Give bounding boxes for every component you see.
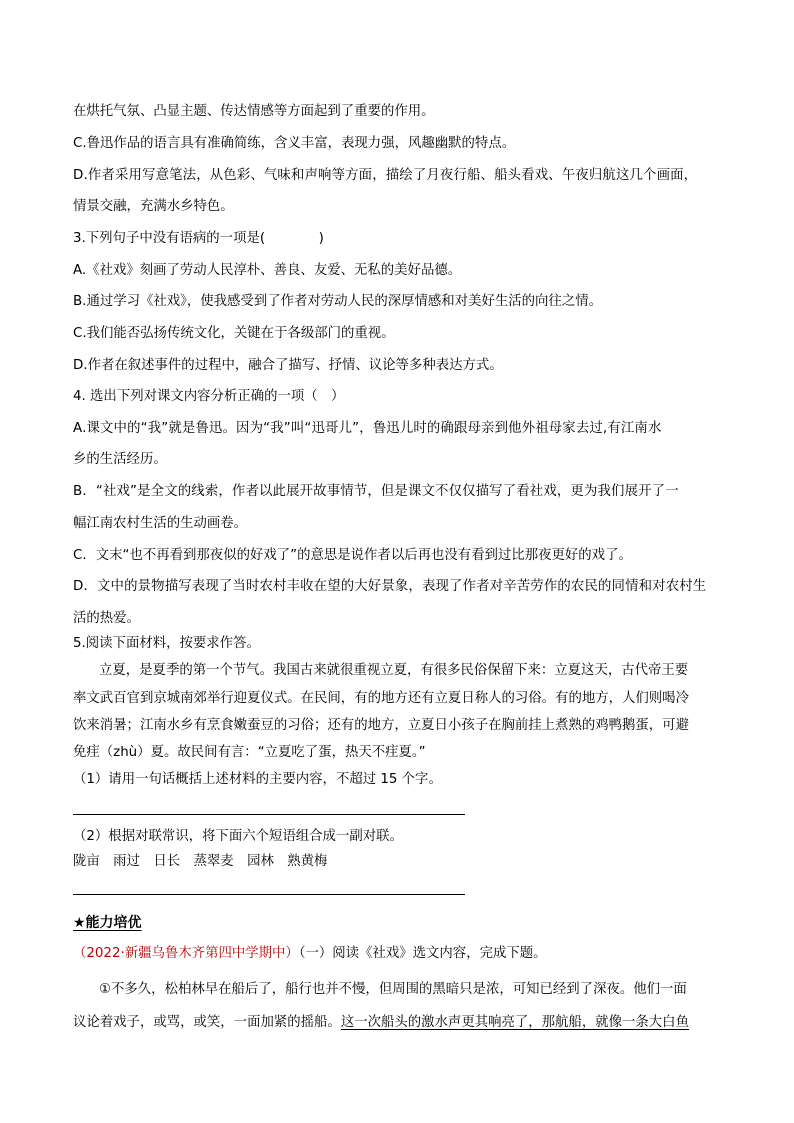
source-line [73,945,547,963]
question-4: 4. 选出下列对课文内容分析正确的一项（ ） [73,389,345,404]
question-3-option-c: C.我们能否弘扬传统文化，关键在于各级部门的重视。 [73,326,395,341]
question-3-option-b: B.通过学习《社戏》，使我感受到了作者对劳动人民的深厚情感和对美好生活的向往之情。 [73,294,602,309]
question-3: 3.下列句子中没有语病的一项是( ) [73,231,324,246]
reading-paragraph: ①不多久，松柏林早在船后了，船行也并不慢，但周围的黑暗只是浓，可知已经到了深夜。他们一面 [99,982,687,997]
material-paragraph: 率文武百官到京城南郊举行迎夏仪式。在民间，有的地方还有立夏日称人的习俗。有的地方，人们则喝冷 [73,691,689,706]
option-d: D.作者采用写意笔法，从色彩、气味和声响等方面，描绘了月夜行船、船头看戏、午夜归航这几个画面， [73,168,698,183]
source-instruction: （一）阅读《社戏》选文内容，完成下题。 [298,946,547,961]
source-tag: （2022·新疆乌鲁木齐第四中学期中） [73,946,299,961]
question-5: 5.阅读下面材料，按要求作答。 [73,636,260,651]
text-line: 乡的生活经历。 [73,452,167,467]
sub-question-2: （2）根据对联常识，将下面六个短语组合成一副对联。 [73,829,403,844]
section-heading: ★能力培优 [73,915,142,931]
question-4-option-a: A.课文中的“我”就是鲁迅。因为“我”叫“迅哥儿”，鲁迅儿时的确跟母亲到他外祖母家去过,有江南水 [73,421,662,436]
text-line: 情景交融，充满水乡特色。 [73,199,234,214]
reading-paragraph [73,1014,689,1032]
answer-line[interactable] [73,894,465,895]
question-4-option-b: B．“社戏”是全文的线索，作者以此展开故事情节，但是课文不仅仅描写了看社戏，更为我们展开了一 [73,484,679,499]
question-3-option-a: A.《社戏》刻画了劳动人民淳朴、善良、友爱、无私的美好品德。 [73,263,462,278]
phrase-list: 陇亩 雨过 日长 蒸翠麦 园林 熟黄梅 [73,854,328,869]
text-line: 在烘托气氛、凸显主题、传达情感等方面起到了重要的作用。 [73,104,435,119]
text-line: 活的热爱。 [73,611,140,626]
question-3-option-d: D.作者在叙述事件的过程中，融合了描写、抒情、议论等多种表达方式。 [73,358,503,373]
question-4-option-c: C．文末“也不再看到那夜似的好戏了”的意思是说作者以后再也没有看到过比那夜更好的戏了。 [73,548,632,563]
sub-question-1: （1）请用一句话概括上述材料的主要内容，不超过 15 个字。 [73,772,442,787]
material-paragraph: 饮来消暑；江南水乡有烹食嫩蚕豆的习俗；还有的地方，立夏日小孩子在胸前挂上煮熟的鸡鸭鹅蛋，可避 [73,718,689,733]
option-c: C.鲁迅作品的语言具有准确简练，含义丰富，表现力强，风趣幽默的特点。 [73,136,516,151]
answer-line[interactable] [73,814,465,815]
material-paragraph: 立夏，是夏季的第一个节气。我国古来就很重视立夏，有很多民俗保留下来：立夏这天，古代帝王要 [99,663,689,678]
underlined-sentence: 这一次船头的激水声更其响亮了，那航船，就像一条大白鱼 [340,1015,689,1030]
text-line: 幅江南农村生活的生动画卷。 [73,516,248,531]
question-4-option-d: D．文中的景物描写表现了当时农村丰收在望的大好景象，表现了作者对辛苦劳作的农民的同情和对农村生 [73,579,707,594]
material-paragraph: 免疰（zhù）夏。故民间有言：“立夏吃了蛋，热天不疰夏。” [73,745,426,760]
reading-text: 议论着戏子，或骂，或笑，一面加紧的摇船。 [73,1015,341,1030]
